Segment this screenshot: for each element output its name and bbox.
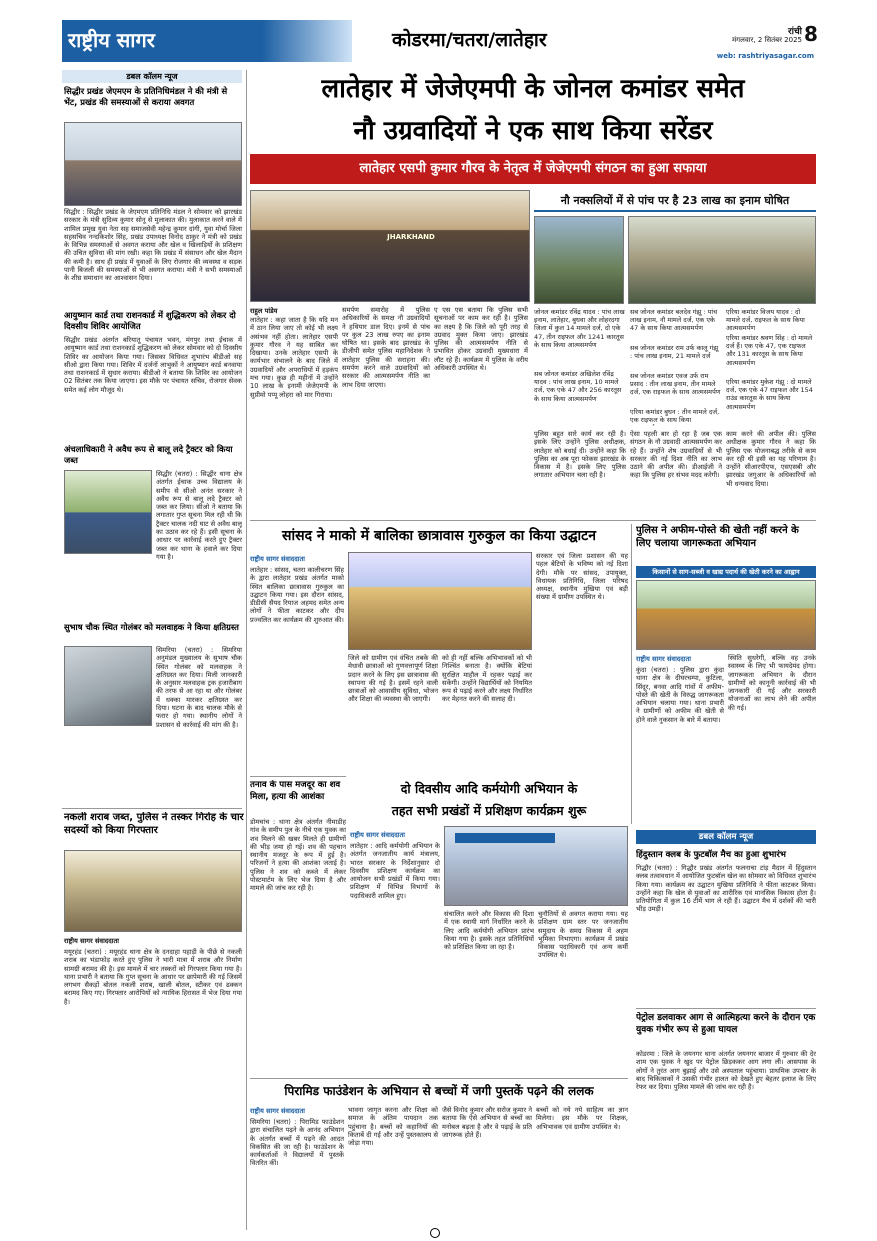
reward-item: सब जोनल कमांडर एवज उर्फ राम प्रसाद : तीन लाख इनाम, तीन मामले दर्ज, एक राइफल के साथ आत्मसमर्पण	[630, 372, 721, 397]
section-label: डबल कॉलम न्यूज	[62, 70, 242, 83]
reward-item: एरिया कमांडर बुधन : तीन मामले दर्ज, एक राइफल के साथ किया	[630, 408, 720, 425]
story-body: लातेहार : आदि कर्मयोगी अभियान के अंतर्गत जनजातीय कार्य मंत्रालय, भारत सरकार के निर्देशानुसार दो दिवसीय प्रशिक्षण कार्यक्रम का आयोजन सभी प्रखंडों में किया गया। प्रशिक्षण में विभिन्न विभागों के पदाधिकारी शामिल हुए।	[350, 842, 440, 900]
lead-subhead: लातेहार एसपी कुमार गौरव के नेतृत्व में जेजेएमपी संगठन का हुआ सफाया	[250, 154, 816, 184]
reward-item: सब जोनल कमांडर राम उर्फ कालू गंझू : पांच लाख इनाम, 21 मामले दर्ज	[630, 344, 719, 361]
column-divider	[246, 70, 247, 1230]
byline: राष्ट्रीय सागर संवाददाता	[250, 1107, 305, 1115]
lead-body: ए एस एस बताया कि पुलिस सभी सूचनाओं पर काम कर रही है। पुलिस का लक्ष्य है कि जिले को पूरी तरह से उग्रवाद मुक्त किया जाए। झारखंड पुलिस की आत्मसमर्पण नीति से प्रभावित होकर उग्रवादी मुख्यधारा में लौट रहे हैं। कार्यक्रम में पुलिस के वरीय अधिकारी उपस्थित थे।	[434, 306, 528, 373]
story-body: सिद्धीर : सिद्धीर प्रखंड के जेएमएम प्रतिनिधि मंडल ने सोमवार को झारखंड सरकार के मंत्री सुदिव्य कुमार सोनू से मुलाकात की। मुलाकात करने वाले में शामिल प्रमुख युवा नेता सह समाजसेवी महेन्द्र कुमार दांगी, युवा मोर्चा जिला सहसचिव नन्दकिशोर सिंह, प्रखंड उपाध्यक्ष विनोद ठाकुर ने मंत्री को प्रखंड के विभिन्न समस्याओं से अवगत कराया और खेल व खिलाड़ियों के प्रशिक्षण की उचित सुविधा की मांग रखी। कहा कि प्रखंड में संसाधन और खेल मैदान की कमी है। साथ ही प्रखंड में युवाओं के लिए रोजगार की व्यवस्था व सड़क पानी बिजली की समस्याओं से भी अवगत कराया। मंत्री ने सभी समस्याओं के शीघ्र समाधान का आश्वासन दिया।	[64, 208, 242, 283]
photo-officers	[628, 216, 816, 304]
registration-mark	[430, 1228, 440, 1238]
reward-item: सब जोनल कमांडर अखिलेश रविंद्र यादव : पांच लाख इनाम, 10 मामले दर्ज, एक एके 47 और 256 कारतूस के साथ किया आत्मसमर्पण	[534, 370, 622, 403]
reward-item: एरिया कमांडर मुकेश गंझू : दो मामले दर्ज, एक एके 47 राइफल और 154 राउंड कारतूस के साथ किया आत्मसमर्पण	[726, 378, 813, 411]
page-number: 8	[804, 22, 818, 46]
reward-item: एरिया कमांडर श्रवण सिंह : दो मामले दर्ज हैं। एक एके 47, एक राइफल और 131 कारतूस के साथ किया आत्मसमर्पण	[726, 334, 813, 367]
story-title: सुभाष चौक स्थित गोलंबर को मलवाहक ने किया क्षतिग्रस्त	[64, 622, 239, 632]
banner-text: JHARKHAND	[387, 233, 435, 241]
story-title-2: तहत सभी प्रखंडों में प्रशिक्षण कार्यक्रम शुरू	[391, 803, 587, 818]
lead-body: समर्पण समारोह में पुलिस अधिकारियों के समक्ष नौ उग्रवादियों ने हथियार डाल दिए। इनमें से पांच पर कुल 23 लाख रुपए का इनाम घोषित था। इसके बाद झारखंड के डीजीपी समेत पुलिस महानिदेशक ने लातेहार पुलिस की सराहना की। समर्पण करने वाले उग्रवादियों को सरकार की आत्मसमर्पण नीति का लाभ दिया जाएगा।	[342, 306, 430, 389]
reward-item: एरिया कमांडर विजय यादव : दो मामले दर्ज, राइफल के साथ किया आत्मसमर्पण	[726, 308, 805, 332]
story-body: जैसे विनोद कुमार और सरोज कुमार ने बताया कि ऐसे अभियान से बच्चों का मनोबल बढ़ता है और वे पढ़ाई के प्रति जागरूक होते हैं।	[442, 1106, 532, 1139]
story-title: सांसद ने माको में बालिका छात्रावास गुरुकुल का किया उद्घाटन	[282, 528, 596, 544]
logo: राष्ट्रीय सागर	[68, 28, 155, 52]
story-body: सिमरिया (चतरा) : सिमरिया अनुमंडल मुख्यालय के सुभाष चौक स्थित गोलंबर को मलवाहक ने क्षतिग्रस्त कर दिया। मिली जानकारी के अनुसार मलवाहक ट्रक हजारीबाग की तरफ से आ रहा था और गोलंबर में धक्का मारकर क्षतिग्रस्त कर दिया। घटना के बाद चालक मौके से फरार हो गया। स्थानीय लोगों ने प्रशासन से कार्रवाई की मांग की है।	[156, 646, 242, 729]
column-divider	[631, 524, 632, 824]
story-body: सिद्धीर (चतरा) : सिद्धीर थाना क्षेत्र अंतर्गत ईचाक उच्च विद्यालय के समीप से सीओ अनंत सरकार ने अवैध रूप से बालू लदे ट्रैक्टर को जब्त कर लिया। सीओ ने बताया कि लगातार गुप्त सूचना मिल रही थी कि ट्रैक्टर चालक नदी घाट से अवैध बालू का उठाव कर रहे हैं। इसी सूचना के आधार पर कार्रवाई करते हुए ट्रैक्टर जब्त कर थाना के हवाले कर दिया गया है।	[156, 470, 242, 561]
photo-tractor	[64, 470, 152, 554]
story-body: मयूरहंड (चतरा) : मयूरहंड थाना क्षेत्र के दनदाहा पहाड़ी के पीछे से नकली शराब का भंडाफोड़ करते हुए पुलिस ने भारी मात्रा में शराब और निर्माण सामग्री बरामद की है। इस मामले में चार तस्करों को गिरफ्तार किया गया है। थाना प्रभारी ने बताया कि गुप्त सूचना के आधार पर छापेमारी की गई जिसमें लगभग सैकड़ों बोतल नकली शराब, खाली बोतल, स्टीकर एवं ढक्कन बरामद किए गए। गिरफ्तार आरोपियों को न्यायिक हिरासत में भेज दिया गया है।	[64, 948, 242, 1006]
story-body: डोमचांच : थाना क्षेत्र अंतर्गत नीमाडीह गांव के समीप पुल के नीचे एक युवक का शव मिलने की खबर मिलते ही ग्रामीणों की भीड़ जमा हो गई। शव की पहचान स्थानीय मजदूर के रूप में हुई है। परिजनों ने हत्या की आशंका जताई है। पुलिस ने शव को कब्जे में लेकर पोस्टमार्टम के लिए भेज दिया है और मामले की जांच कर रही है।	[250, 818, 346, 893]
masthead	[62, 20, 816, 62]
story-title: पुलिस ने अफीम-पोस्ते की खेती नहीं करने के लिए चलाया जागरूकता अभियान	[636, 525, 799, 549]
photo-awareness-campaign	[636, 580, 816, 650]
reward-title: नौ नक्सलियों में से पांच पर है 23 लाख का इनाम घोषित	[534, 190, 816, 212]
story-body: चुनौतियों से अवगत कराया गया। यह प्रशिक्षण ग्राम स्तर पर जनजातीय समुदाय के समग्र विकास में अहम भूमिका निभाएगा। कार्यक्रम में प्रखंड विकास पदाधिकारी एवं अन्य कर्मी उपस्थित थे।	[538, 910, 628, 960]
web-address: web: rashtriyasagar.com	[716, 52, 814, 60]
divider	[250, 520, 816, 521]
divider	[250, 1078, 628, 1079]
lead-headline-1: लातेहार में जेजेएमपी के जोनल कमांडर समेत	[321, 74, 745, 104]
photo-commander	[534, 216, 624, 304]
lead-body: ऐसा पहली बार हो रहा है जब एक संगठन के नौ उग्रवादी आत्मसमर्पण कर रहे हैं। उन्होंने शेष उग्रवादियों से भी सरकार की नई दिशा नीति का लाभ उठाने की अपील की। डीआईजी ने कहा कि पुलिस हर संभव मदद करेगी।	[630, 430, 722, 480]
story-title: सिद्धीर प्रखंड जेएमएम के प्रतिनिधिमंडल ने की मंत्री से भेंट, प्रखंड की समस्याओं से कराया अवगत	[64, 86, 228, 107]
city: रांची	[787, 27, 802, 37]
police-banner: किसानों से साग-सब्जी व खाद्य पदार्थ की खेती करने का आह्वान	[636, 566, 816, 578]
story-body: कोडरमा : जिले के जयनगर थाना अंतर्गत जयनगर बाजार में गुरुवार की देर शाम एक युवक ने खुद पर पेट्रोल छिड़ककर आग लगा ली। आसपास के लोगों ने तुरंत आग बुझाई और उसे अस्पताल पहुंचाया। प्राथमिक उपचार के बाद चिकित्सकों ने उसकी गंभीर हालत को देखते हुए बेहतर इलाज के लिए रेफर कर दिया। पुलिस मामले की जांच कर रही है।	[636, 1050, 816, 1092]
story-title: नकली शराब जब्त, पुलिस ने तस्कर गिरोह के चार सदस्यों को किया गिरफ्तार	[64, 812, 244, 836]
story-body: सिद्धीर प्रखंड अंतर्गत बरियातू पंचायत भवन, मंगपुर तथा ईचाक में आयुष्मान कार्ड तथा राशनकार्ड शुद्धिकरण को लेकर सोमवार को दो दिवसीय शिविर का आयोजन किया गया। जिसका विधिवत शुभारंभ बीडीओ सह सीओ द्वारा किया गया। शिविर में दर्जनों लाभुकों ने आयुष्मान कार्ड बनवाया तथा राशनकार्ड में सुधार कराया। बीडीओ ने बताया कि शिविर का आयोजन 02 सितंबर तक किया जाएगा। इस मौके पर पंचायत सचिव, रोजगार सेवक समेत कई लोग मौजूद थे।	[64, 336, 242, 394]
photo-hostel-inauguration	[348, 552, 532, 650]
lead-body: पुलिस बहुत सारे कार्य कर रही है। इसके लिए उन्होंने पुलिस अधीक्षक, लातेहार को बधाई दी। उन्होंने कहा कि पुलिस का अब पूरा फोकस झारखंड के विकास में है। इसके लिए पुलिस लगातार अभियान चला रही है।	[534, 430, 626, 480]
story-body: गिद्धौर (चतरा) : गिद्धौर प्रखंड अंतर्गत फलनाचा टांड़ मैदान में हिंदुस्तान क्लब तत्वावधान में आयोजित फुटबॉल खेल का सोमवार को विधिवत शुभारंभ किया गया। कार्यक्रम का उद्घाटन मुखिया प्रतिनिधि ने फीता काटकर किया। उन्होंने कहा कि खेल से युवाओं का शारीरिक एवं मानसिक विकास होता है। प्रतियोगिता में कुल 16 टीमें भाग ले रही हैं। उद्घाटन मैच में दर्शकों की भारी भीड़ उमड़ी।	[636, 864, 816, 914]
photo-surrender-meeting	[250, 190, 530, 302]
banner-strip	[455, 833, 555, 843]
logo-decoration	[262, 20, 352, 62]
story-title: तनाव के पास मजदूर का शव मिला, हत्या की आशंका	[250, 780, 341, 802]
date: मंगलवार, 2 सितंबर 2025	[731, 36, 802, 44]
story-title: पिरामिड फाउंडेशन के अभियान से बच्चों में जगी पुस्तकें पढ़ने की ललक	[284, 1084, 594, 1098]
byline: राहुल पांडेय	[250, 307, 278, 315]
divider	[62, 808, 242, 809]
story-body: लातेहार : सांसद, चतरा कालीचरण सिंह के द्वारा लातेहार प्रखंड अंतर्गत माको स्थित बालिका छात्रावास गुरुकुल का उद्घाटन किया गया। इस दौरान सांसद, डीडीसी सैयद रियाज अहमद समेत अन्य लोगों ने फीता काटकर और दीप प्रज्वलित कर कार्यक्रम की शुरुआत की।	[250, 566, 344, 624]
byline: राष्ट्रीय सागर संवाददाता	[636, 655, 691, 663]
byline: राष्ट्रीय सागर संवाददाता	[64, 937, 119, 945]
story-title: हिंदुस्तान क्लब के फुटबॉल मैच का हुआ शुभारंभ	[636, 850, 786, 860]
section-label: डबल कॉलम न्यूज	[636, 830, 816, 844]
photo-delegation	[64, 122, 242, 206]
photo-roundabout	[64, 646, 152, 726]
story-title: पेट्रोल डलवाकर आग से आत्मिहत्या करने के दौरान एक युवक गंभीर रूप से हुआ घायल	[636, 1013, 816, 1035]
lead-body: काम करने की अपील की। पुलिस अधीक्षक कुमार गौरव ने कहा कि पुलिस एक योजनाबद्ध तरीके से काम कर रही थी इसी का यह परिणाम है। उन्होंने सीआरपीएफ, एसएसबी और झारखंड जगुआर के अधिकारियों को भी धन्यवाद दिया।	[726, 430, 816, 488]
story-body: स्थिति सुधरेगी, बल्कि वह उनके स्वास्थ्य के लिए भी फायदेमंद होगा। जागरूकता अभियान के दौरान ग्रामीणों को कानूनी कार्रवाई की भी जानकारी दी गई और सरकारी योजनाओं का लाभ लेने की अपील की गई।	[728, 654, 816, 712]
story-body: भावना जागृत करना और शिक्षा को समाज के अंतिम पायदान तक पहुंचाना है। बच्चों को कहानियों की किताबें दी गईं और उन्हें पुस्तकालय से जोड़ा गया।	[348, 1106, 438, 1148]
divider	[250, 776, 346, 777]
story-body: जिले को ग्रामीण एवं वंचित तबके की मेधावी छात्राओं को गुणवत्तापूर्ण शिक्षा प्रदान करने के लिए इस छात्रावास की स्थापना की गई है। इसमें रहने वाली छात्राओं को आवासीय सुविधा, भोजन और शिक्षा की व्यवस्था की जाएगी।	[348, 654, 438, 704]
story-body: संचालित करने और विकास की दिशा में एक स्थायी मार्ग निर्धारित करने के लिए आदि कर्मयोगी अभियान प्रारंभ किया गया है। इसके तहत प्रतिनिधियों को प्रशिक्षित किया जा रहा है।	[444, 910, 534, 952]
photo-training-program	[444, 826, 628, 906]
byline: राष्ट्रीय सागर संवाददाता	[350, 831, 405, 839]
photo-liquor-seizure	[64, 850, 242, 932]
story-body: को ही नहीं बल्कि अभिभावकों को भी निश्चिंत बनाता है। क्योंकि बेटियां सुरक्षित माहौल में रहकर पढ़ाई कर सकेंगी। उन्होंने विद्यार्थियों को नियमित रूप से पढ़ाई करने और लक्ष्य निर्धारित कर मेहनत करने की सलाह दी।	[442, 654, 532, 704]
story-body: कुंदा (चतरा) : पुलिस द्वारा कुंदा थाना क्षेत्र के दीघरचम्पा, कुटिला, सिंदूर, बनवा आदि गांवों में अफीम-पोस्ते की खेती के विरुद्ध जागरूकता अभियान चलाया गया। थाना प्रभारी ने ग्रामीणों को अफीम की खेती से होने वाले नुकसान के बारे में बताया।	[636, 666, 724, 724]
edition-label: कोडरमा/चतरा/लातेहार	[392, 29, 547, 51]
story-body: सरकार एवं जिला प्रशासन की यह पहल बेटियों के भविष्य को नई दिशा देगी। मौके पर सांसद, उपायुक्त, विधायक प्रतिनिधि, जिला परिषद अध्यक्ष, स्थानीय मुखिया एवं बड़ी संख्या में ग्रामीण उपस्थित थे।	[536, 552, 628, 602]
story-body: बच्चों को नये नये साहित्य का ज्ञान मिलेगा। इस मौके पर शिक्षक, अभिभावक एवं ग्रामीण उपस्थित थे।	[536, 1106, 628, 1131]
story-title-1: दो दिवसीय आदि कर्मयोगी अभियान के	[400, 781, 578, 796]
story-body: सिमरिया (चतरा) : पिरामिड फाउंडेशन द्वारा संचालित पढ़ने के आनंद अभियान के अंतर्गत बच्चों में पढ़ने की आदत विकसित की जा रही है। फाउंडेशन के कार्यकर्ताओं ने विद्यालयों में पुस्तकें वितरित कीं।	[250, 1118, 344, 1168]
lead-body: लातेहार : कहा जाता है कि यदि मन में ठान लिया जाए तो कोई भी लक्ष्य असंभव नहीं होता। लातेहार एसपी कुमार गौरव ने यह साबित कर दिखाया। उनके लातेहार एसपी के कार्यभार संभालने के बाद जिले में उग्रवादियों और अपराधियों में हड़कंप मच गया। कुछ ही महीनों में उन्होंने 10 लाख के इनामी जेजेएमपी के सुप्रीमो पप्पू लोहरा को मार गिराया।	[250, 316, 338, 399]
reward-item: सब जोनल कमांडर बलदेव गंझू : पांच लाख इनाम, नौ मामले दर्ज, एक एके 47 के साथ किया आत्मसमर्पण	[630, 308, 718, 333]
divider	[636, 1008, 816, 1009]
byline: राष्ट्रीय सागर संवाददाता	[250, 555, 305, 563]
story-title: अंचलाधिकारी ने अवैध रूप से बालू लदे ट्रैक्टर को किया जब्त	[64, 444, 233, 465]
story-title: आयुष्मान कार्ड तथा राशनकार्ड में शुद्धिकरण को लेकर दो दिवसीय शिविर आयोजित	[64, 310, 236, 331]
lead-headline-2: नौ उग्रवादियों ने एक साथ किया सरेंडर	[353, 116, 713, 146]
reward-item: जोनल कमांडर रविंद्र यादव : पांच लाख इनाम, लातेहार, बुधवा और लोहरदगा जिला में कुल 14 मामले दर्ज, दो एके 47, तीन राइफल और 1241 कारतूस के साथ किया आत्मसमर्पण	[534, 308, 625, 349]
